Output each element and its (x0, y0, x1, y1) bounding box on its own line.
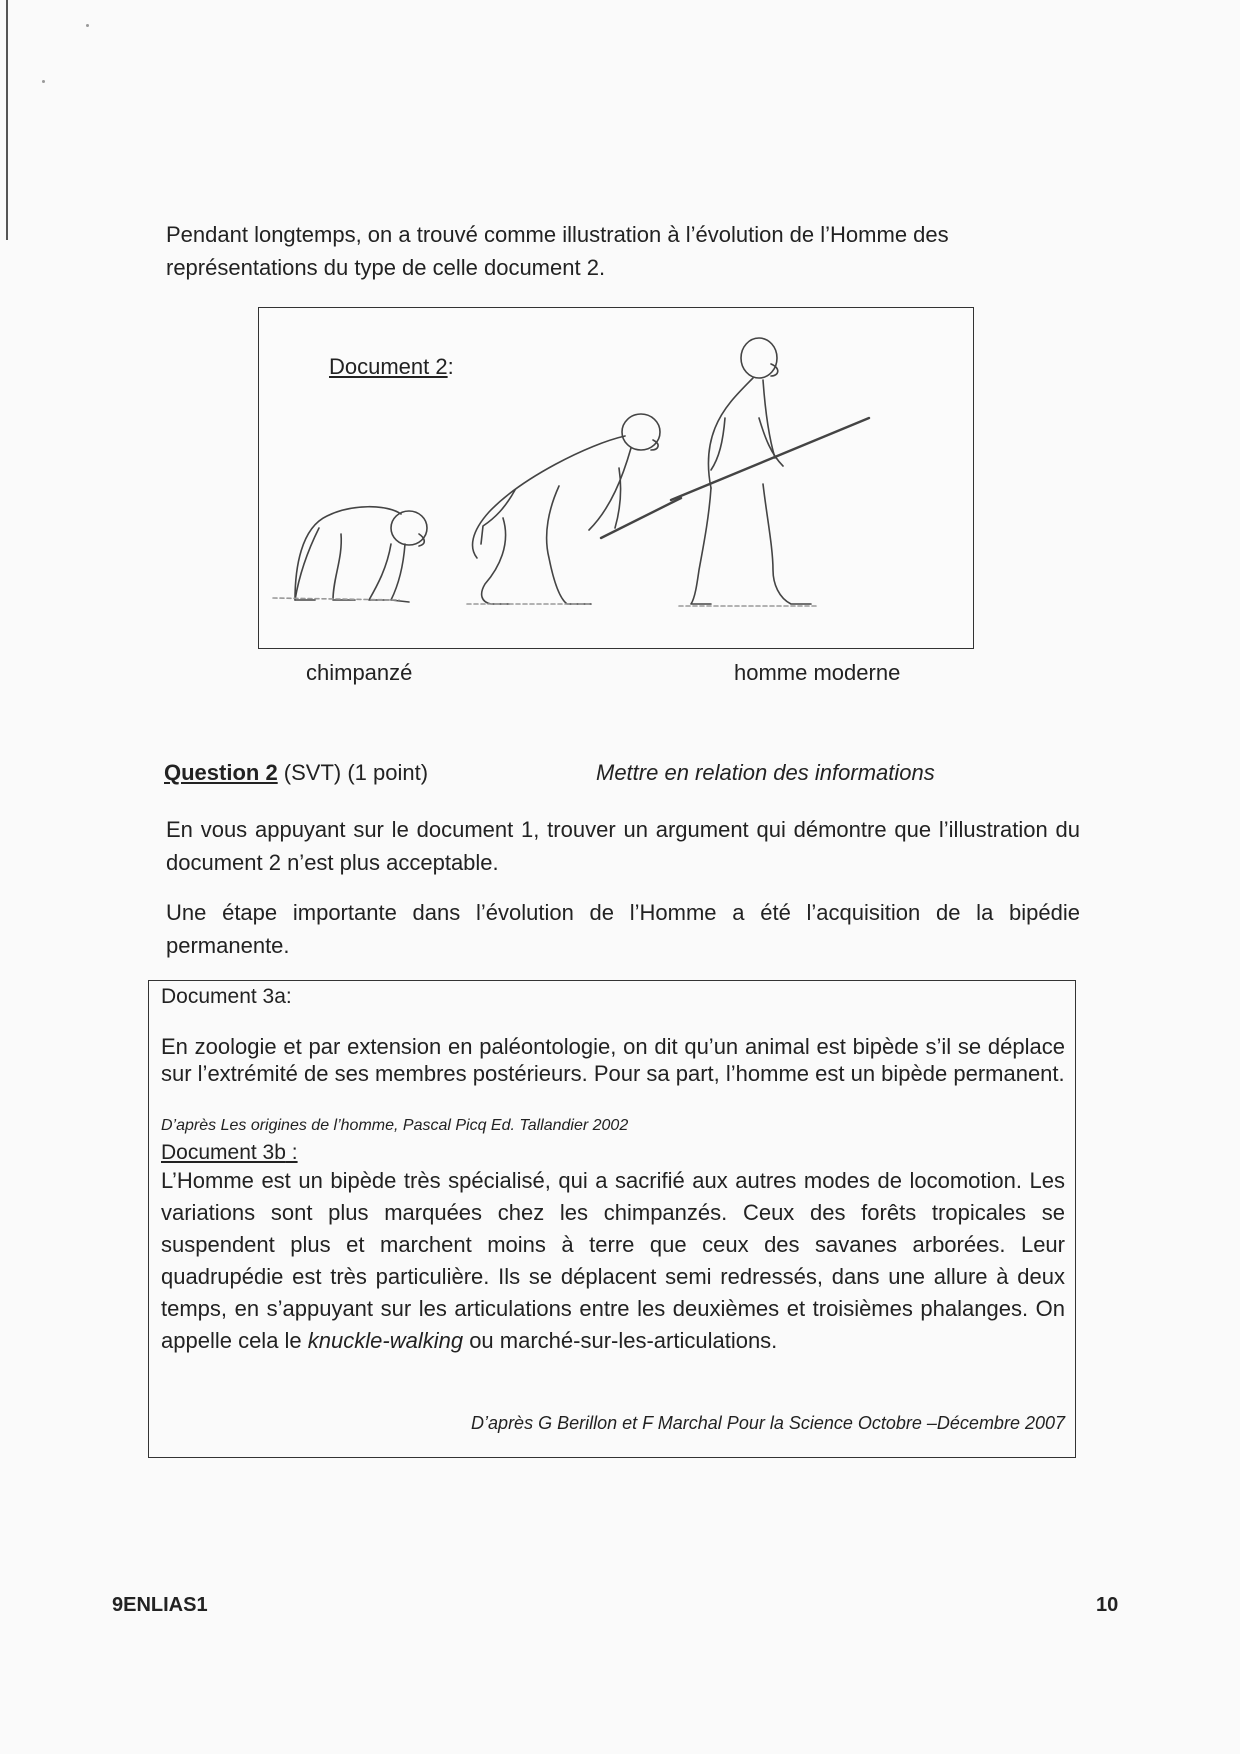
question-skill: Mettre en relation des informations (596, 760, 935, 785)
scan-speck (42, 80, 45, 83)
document-3a-label: Document 3a: (161, 985, 292, 1008)
document-3b-label: Document 3b : (161, 1141, 298, 1164)
exam-code: 9ENLIAS1 (112, 1594, 208, 1616)
question-title: Question 2 (164, 760, 278, 785)
question-header (164, 760, 974, 786)
bipedalism-statement: Une étape importante dans l’évolution de l’Homme a été l’acquisition de la bipédie permanente. (166, 900, 1080, 958)
scan-speck (86, 24, 89, 27)
evolution-illustration (259, 308, 973, 648)
page-number: 10 (1096, 1594, 1119, 1616)
modern-human-figure (671, 338, 869, 604)
document-3a-source: D’après Les origines de l’homme, Pascal Picq Ed. Tallandier 2002 (161, 1117, 629, 1134)
ancestor-figure (473, 414, 681, 604)
question-meta: (SVT) (1 point) (277, 760, 429, 785)
document-2-title: Document 2: (329, 354, 454, 379)
chimpanzee-figure (295, 507, 427, 602)
question-text: En vous appuyant sur le document 1, trouver un argument qui démontre que l’illustration du document 2 n’est plus acceptable. (166, 817, 1080, 875)
modern-human-caption: homme moderne (734, 660, 901, 685)
document-3b-source: D’après G Berillon et F Marchal Pour la Science Octobre –Décembre 2007 (471, 1413, 1065, 1433)
document-2-frame (258, 307, 974, 649)
document-3a-text: En zoologie et par extension en paléontologie, on dit qu’un animal est bipède s’il se déplace sur l’extrémité de ses membres postérieurs. Pour sa part, l’homme est un bipède permanent. (161, 1034, 1065, 1086)
document-3b-text: L’Homme est un bipède très spécialisé, qui a sacrifié aux autres modes de locomotion. Les variations sont plus marquées chez les chimpanzés. Ceux des forêts tropicales se suspendent plus et marchent moins à terre que ceux des savanes arborées. Leur quadrupédie est très particulière. Ils se déplacent semi redressés, dans une allure à deux temps, en s’appuyant sur les articulations entre les deuxièmes et troisièmes phalanges. On appelle cela le knuckle-walking ou marché-sur-les-articulations. (161, 1168, 1065, 1353)
chimpanzee-caption: chimpanzé (306, 660, 413, 685)
document-3-box (148, 980, 1076, 1458)
scan-margin-line (6, 0, 8, 240)
intro-paragraph: Pendant longtemps, on a trouvé comme illustration à l’évolution de l’Homme des représentations du type de celle document 2. (166, 222, 949, 280)
